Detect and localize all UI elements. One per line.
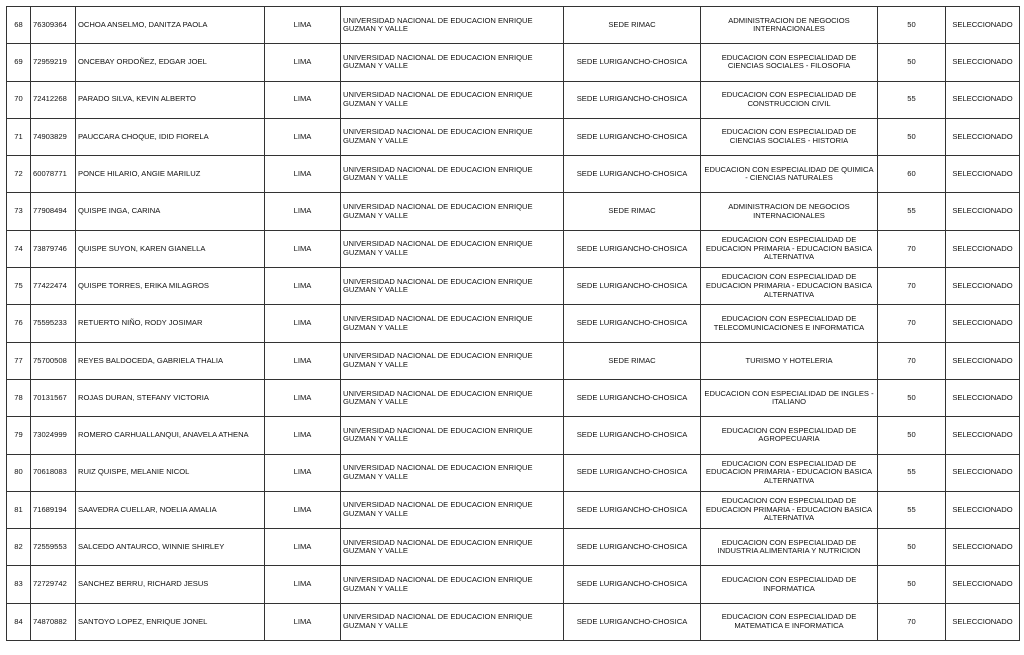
score-cell: 60 <box>878 156 946 193</box>
row-number: 83 <box>7 566 31 603</box>
score-cell: 70 <box>878 342 946 379</box>
name-cell: RETUERTO NIÑO, RODY JOSIMAR <box>76 305 265 342</box>
row-number: 73 <box>7 193 31 230</box>
score-cell: 50 <box>878 7 946 44</box>
name-cell: PARADO SILVA, KEVIN ALBERTO <box>76 81 265 118</box>
region-cell: LIMA <box>265 156 341 193</box>
region-cell: LIMA <box>265 44 341 81</box>
results-table <box>6 6 1020 641</box>
table-row <box>7 44 1020 81</box>
region-cell: LIMA <box>265 230 341 267</box>
sede-cell: SEDE LURIGANCHO-CHOSICA <box>564 81 701 118</box>
region-cell: LIMA <box>265 118 341 155</box>
career-cell: EDUCACION CON ESPECIALIDAD DE INDUSTRIA ALIMENTARIA Y NUTRICION <box>701 529 878 566</box>
university-cell: UNIVERSIDAD NACIONAL DE EDUCACION ENRIQUE GUZMAN Y VALLE <box>341 193 564 230</box>
dni-cell: 76309364 <box>31 7 76 44</box>
row-number: 76 <box>7 305 31 342</box>
row-number: 81 <box>7 491 31 528</box>
table-row <box>7 454 1020 491</box>
region-cell: LIMA <box>265 566 341 603</box>
row-number: 74 <box>7 230 31 267</box>
score-cell: 55 <box>878 81 946 118</box>
row-number: 84 <box>7 603 31 640</box>
score-cell: 50 <box>878 118 946 155</box>
dni-cell: 70131567 <box>31 379 76 416</box>
university-cell: UNIVERSIDAD NACIONAL DE EDUCACION ENRIQUE GUZMAN Y VALLE <box>341 118 564 155</box>
dni-cell: 72412268 <box>31 81 76 118</box>
name-cell: ROMERO CARHUALLANQUI, ANAVELA ATHENA <box>76 417 265 454</box>
table-row <box>7 342 1020 379</box>
university-cell: UNIVERSIDAD NACIONAL DE EDUCACION ENRIQUE GUZMAN Y VALLE <box>341 566 564 603</box>
status-cell: SELECCIONADO <box>946 566 1020 603</box>
status-cell: SELECCIONADO <box>946 529 1020 566</box>
region-cell: LIMA <box>265 417 341 454</box>
university-cell: UNIVERSIDAD NACIONAL DE EDUCACION ENRIQUE GUZMAN Y VALLE <box>341 230 564 267</box>
table-row <box>7 379 1020 416</box>
region-cell: LIMA <box>265 491 341 528</box>
career-cell: EDUCACION CON ESPECIALIDAD DE AGROPECUARIA <box>701 417 878 454</box>
dni-cell: 72559553 <box>31 529 76 566</box>
score-cell: 70 <box>878 268 946 305</box>
university-cell: UNIVERSIDAD NACIONAL DE EDUCACION ENRIQUE GUZMAN Y VALLE <box>341 454 564 491</box>
row-number: 77 <box>7 342 31 379</box>
university-cell: UNIVERSIDAD NACIONAL DE EDUCACION ENRIQUE GUZMAN Y VALLE <box>341 156 564 193</box>
score-cell: 70 <box>878 603 946 640</box>
score-cell: 50 <box>878 566 946 603</box>
name-cell: QUISPE INGA, CARINA <box>76 193 265 230</box>
table-row <box>7 603 1020 640</box>
row-number: 70 <box>7 81 31 118</box>
status-cell: SELECCIONADO <box>946 118 1020 155</box>
score-cell: 55 <box>878 491 946 528</box>
status-cell: SELECCIONADO <box>946 417 1020 454</box>
career-cell: EDUCACION CON ESPECIALIDAD DE QUIMICA - CIENCIAS NATURALES <box>701 156 878 193</box>
name-cell: ROJAS DURAN, STEFANY VICTORIA <box>76 379 265 416</box>
score-cell: 55 <box>878 454 946 491</box>
table-row <box>7 491 1020 528</box>
university-cell: UNIVERSIDAD NACIONAL DE EDUCACION ENRIQUE GUZMAN Y VALLE <box>341 417 564 454</box>
career-cell: EDUCACION CON ESPECIALIDAD DE EDUCACION PRIMARIA - EDUCACION BASICA ALTERNATIVA <box>701 268 878 305</box>
sede-cell: SEDE LURIGANCHO-CHOSICA <box>564 491 701 528</box>
university-cell: UNIVERSIDAD NACIONAL DE EDUCACION ENRIQUE GUZMAN Y VALLE <box>341 44 564 81</box>
score-cell: 55 <box>878 193 946 230</box>
university-cell: UNIVERSIDAD NACIONAL DE EDUCACION ENRIQUE GUZMAN Y VALLE <box>341 379 564 416</box>
score-cell: 50 <box>878 379 946 416</box>
row-number: 78 <box>7 379 31 416</box>
region-cell: LIMA <box>265 342 341 379</box>
status-cell: SELECCIONADO <box>946 603 1020 640</box>
sede-cell: SEDE LURIGANCHO-CHOSICA <box>564 454 701 491</box>
career-cell: EDUCACION CON ESPECIALIDAD DE CIENCIAS SOCIALES - FILOSOFIA <box>701 44 878 81</box>
university-cell: UNIVERSIDAD NACIONAL DE EDUCACION ENRIQUE GUZMAN Y VALLE <box>341 268 564 305</box>
university-cell: UNIVERSIDAD NACIONAL DE EDUCACION ENRIQUE GUZMAN Y VALLE <box>341 491 564 528</box>
university-cell: UNIVERSIDAD NACIONAL DE EDUCACION ENRIQUE GUZMAN Y VALLE <box>341 305 564 342</box>
sede-cell: SEDE LURIGANCHO-CHOSICA <box>564 230 701 267</box>
table-row <box>7 305 1020 342</box>
career-cell: EDUCACION CON ESPECIALIDAD DE EDUCACION PRIMARIA - EDUCACION BASICA ALTERNATIVA <box>701 454 878 491</box>
dni-cell: 73024999 <box>31 417 76 454</box>
table-row <box>7 193 1020 230</box>
score-cell: 70 <box>878 305 946 342</box>
row-number: 68 <box>7 7 31 44</box>
region-cell: LIMA <box>265 305 341 342</box>
university-cell: UNIVERSIDAD NACIONAL DE EDUCACION ENRIQUE GUZMAN Y VALLE <box>341 7 564 44</box>
region-cell: LIMA <box>265 603 341 640</box>
status-cell: SELECCIONADO <box>946 268 1020 305</box>
career-cell: TURISMO Y HOTELERIA <box>701 342 878 379</box>
table-row <box>7 268 1020 305</box>
career-cell: EDUCACION CON ESPECIALIDAD DE EDUCACION PRIMARIA - EDUCACION BASICA ALTERNATIVA <box>701 491 878 528</box>
region-cell: LIMA <box>265 379 341 416</box>
row-number: 71 <box>7 118 31 155</box>
status-cell: SELECCIONADO <box>946 491 1020 528</box>
table-row <box>7 529 1020 566</box>
career-cell: EDUCACION CON ESPECIALIDAD DE CIENCIAS SOCIALES - HISTORIA <box>701 118 878 155</box>
row-number: 80 <box>7 454 31 491</box>
dni-cell: 74870882 <box>31 603 76 640</box>
university-cell: UNIVERSIDAD NACIONAL DE EDUCACION ENRIQUE GUZMAN Y VALLE <box>341 81 564 118</box>
career-cell: EDUCACION CON ESPECIALIDAD DE EDUCACION PRIMARIA - EDUCACION BASICA ALTERNATIVA <box>701 230 878 267</box>
status-cell: SELECCIONADO <box>946 230 1020 267</box>
sede-cell: SEDE LURIGANCHO-CHOSICA <box>564 305 701 342</box>
name-cell: SALCEDO ANTAURCO, WINNIE SHIRLEY <box>76 529 265 566</box>
career-cell: EDUCACION CON ESPECIALIDAD DE TELECOMUNICACIONES E INFORMATICA <box>701 305 878 342</box>
row-number: 79 <box>7 417 31 454</box>
dni-cell: 74903829 <box>31 118 76 155</box>
name-cell: REYES BALDOCEDA, GABRIELA THALIA <box>76 342 265 379</box>
status-cell: SELECCIONADO <box>946 379 1020 416</box>
status-cell: SELECCIONADO <box>946 454 1020 491</box>
sede-cell: SEDE RIMAC <box>564 7 701 44</box>
sede-cell: SEDE LURIGANCHO-CHOSICA <box>564 268 701 305</box>
score-cell: 50 <box>878 529 946 566</box>
status-cell: SELECCIONADO <box>946 193 1020 230</box>
sede-cell: SEDE RIMAC <box>564 342 701 379</box>
score-cell: 70 <box>878 230 946 267</box>
dni-cell: 70618083 <box>31 454 76 491</box>
sede-cell: SEDE LURIGANCHO-CHOSICA <box>564 44 701 81</box>
university-cell: UNIVERSIDAD NACIONAL DE EDUCACION ENRIQUE GUZMAN Y VALLE <box>341 603 564 640</box>
dni-cell: 72729742 <box>31 566 76 603</box>
region-cell: LIMA <box>265 81 341 118</box>
university-cell: UNIVERSIDAD NACIONAL DE EDUCACION ENRIQUE GUZMAN Y VALLE <box>341 342 564 379</box>
sede-cell: SEDE LURIGANCHO-CHOSICA <box>564 118 701 155</box>
table-row <box>7 156 1020 193</box>
dni-cell: 75700508 <box>31 342 76 379</box>
sede-cell: SEDE LURIGANCHO-CHOSICA <box>564 529 701 566</box>
name-cell: SANTOYO LOPEZ, ENRIQUE JONEL <box>76 603 265 640</box>
score-cell: 50 <box>878 44 946 81</box>
sede-cell: SEDE RIMAC <box>564 193 701 230</box>
name-cell: OCHOA ANSELMO, DANITZA PAOLA <box>76 7 265 44</box>
region-cell: LIMA <box>265 193 341 230</box>
row-number: 69 <box>7 44 31 81</box>
table-row <box>7 230 1020 267</box>
status-cell: SELECCIONADO <box>946 7 1020 44</box>
name-cell: PONCE HILARIO, ANGIE MARILUZ <box>76 156 265 193</box>
dni-cell: 75595233 <box>31 305 76 342</box>
dni-cell: 77422474 <box>31 268 76 305</box>
status-cell: SELECCIONADO <box>946 305 1020 342</box>
region-cell: LIMA <box>265 7 341 44</box>
name-cell: QUISPE TORRES, ERIKA MILAGROS <box>76 268 265 305</box>
status-cell: SELECCIONADO <box>946 44 1020 81</box>
dni-cell: 71689194 <box>31 491 76 528</box>
table-row <box>7 118 1020 155</box>
dni-cell: 77908494 <box>31 193 76 230</box>
career-cell: ADMINISTRACION DE NEGOCIOS INTERNACIONALES <box>701 193 878 230</box>
sede-cell: SEDE LURIGANCHO-CHOSICA <box>564 156 701 193</box>
name-cell: QUISPE SUYON, KAREN GIANELLA <box>76 230 265 267</box>
name-cell: SAAVEDRA CUELLAR, NOELIA AMALIA <box>76 491 265 528</box>
sede-cell: SEDE LURIGANCHO-CHOSICA <box>564 379 701 416</box>
region-cell: LIMA <box>265 529 341 566</box>
career-cell: EDUCACION CON ESPECIALIDAD DE MATEMATICA E INFORMATICA <box>701 603 878 640</box>
name-cell: PAUCCARA CHOQUE, IDID FIORELA <box>76 118 265 155</box>
table-row <box>7 81 1020 118</box>
career-cell: ADMINISTRACION DE NEGOCIOS INTERNACIONALES <box>701 7 878 44</box>
table-row <box>7 417 1020 454</box>
sede-cell: SEDE LURIGANCHO-CHOSICA <box>564 417 701 454</box>
name-cell: SANCHEZ BERRU, RICHARD JESUS <box>76 566 265 603</box>
sede-cell: SEDE LURIGANCHO-CHOSICA <box>564 566 701 603</box>
name-cell: RUIZ QUISPE, MELANIE NICOL <box>76 454 265 491</box>
status-cell: SELECCIONADO <box>946 81 1020 118</box>
table-body <box>7 7 1020 641</box>
row-number: 82 <box>7 529 31 566</box>
row-number: 72 <box>7 156 31 193</box>
dni-cell: 73879746 <box>31 230 76 267</box>
region-cell: LIMA <box>265 454 341 491</box>
table-row <box>7 566 1020 603</box>
name-cell: ONCEBAY ORDOÑEZ, EDGAR JOEL <box>76 44 265 81</box>
sede-cell: SEDE LURIGANCHO-CHOSICA <box>564 603 701 640</box>
dni-cell: 60078771 <box>31 156 76 193</box>
status-cell: SELECCIONADO <box>946 156 1020 193</box>
score-cell: 50 <box>878 417 946 454</box>
region-cell: LIMA <box>265 268 341 305</box>
career-cell: EDUCACION CON ESPECIALIDAD DE INGLES - ITALIANO <box>701 379 878 416</box>
table-row <box>7 7 1020 44</box>
status-cell: SELECCIONADO <box>946 342 1020 379</box>
career-cell: EDUCACION CON ESPECIALIDAD DE INFORMATICA <box>701 566 878 603</box>
dni-cell: 72959219 <box>31 44 76 81</box>
career-cell: EDUCACION CON ESPECIALIDAD DE CONSTRUCCION CIVIL <box>701 81 878 118</box>
university-cell: UNIVERSIDAD NACIONAL DE EDUCACION ENRIQUE GUZMAN Y VALLE <box>341 529 564 566</box>
row-number: 75 <box>7 268 31 305</box>
